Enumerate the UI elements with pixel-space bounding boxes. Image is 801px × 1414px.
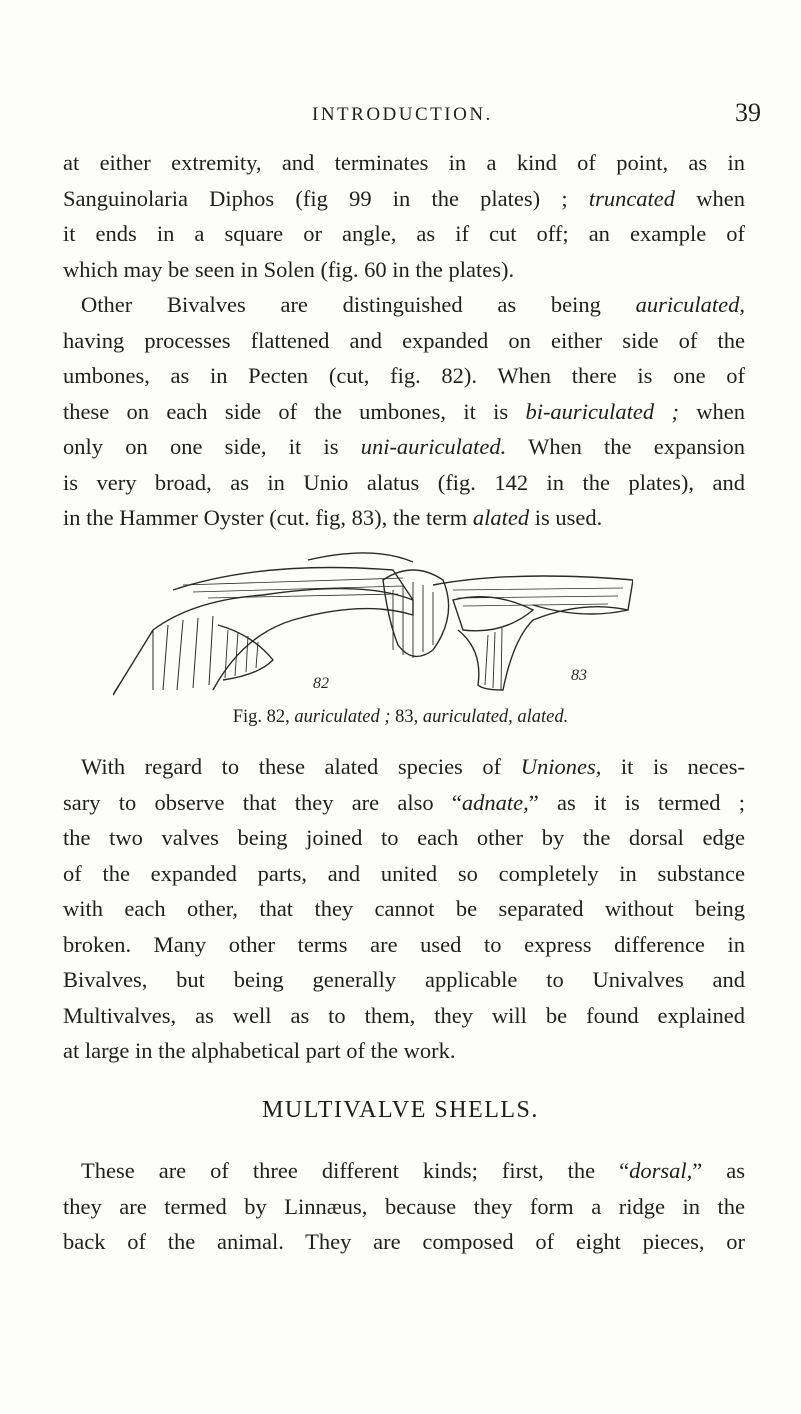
text-line: Bivalves, but being generally applicable to Univalves and xyxy=(63,967,745,992)
section-heading: MULTIVALVE SHELLS. xyxy=(262,1097,539,1123)
text-line: at either extremity, and terminates in a kind of point, as in xyxy=(63,150,745,175)
text-line: they are termed by Linnæus, because they form a ridge in the xyxy=(63,1193,745,1219)
text-line: of the expanded parts, and united so completely in substance xyxy=(63,860,745,886)
text-line: having processes flattened and expanded on either side of the xyxy=(63,327,745,353)
text-line: Multivalves, as well as to them, they will be found explained xyxy=(63,1002,745,1028)
text-line: umbones, as in Pecten (cut, fig. 82). When there is one of xyxy=(63,363,745,388)
text-line: at large in the alphabetical part of the work. xyxy=(63,1038,456,1063)
text-line: Other Bivalves are distinguished as being auriculated, xyxy=(81,292,746,317)
page-number: 39 xyxy=(735,98,761,127)
text-line: only on one side, it is uni-auriculated. When the expansion xyxy=(63,434,745,459)
paragraph-bivalve-terms xyxy=(63,145,745,536)
text-line: which may be seen in Solen (fig. 60 in the plates). xyxy=(63,256,515,282)
text-line: sary to observe that they are also “adnate,” as it is termed ; xyxy=(63,789,745,815)
shell-82-outline xyxy=(113,589,413,695)
text-line: With regard to these alated species of Uniones, it is neces- xyxy=(81,754,746,779)
text-line: with each other, that they cannot be separated without being xyxy=(63,896,745,921)
paragraph-alated-species xyxy=(63,749,745,1069)
text-line: is very broad, as in Unio alatus (fig. 142 in the plates), and xyxy=(63,469,745,495)
text-line: back of the animal. They are composed of eight pieces, or xyxy=(63,1229,745,1254)
figure-label-83: 83 xyxy=(571,667,587,684)
figure-label-82: 82 xyxy=(313,675,329,692)
shell-illustration xyxy=(113,540,633,700)
text-line: in the Hammer Oyster (cut. fig, 83), the term alated is used. xyxy=(63,505,603,530)
text-line: the two valves being joined to each other by the dorsal edge xyxy=(63,825,745,850)
text-line: it ends in a square or angle, as if cut off; an example of xyxy=(63,221,745,246)
text-line: These are of three different kinds; first, the “dorsal,” as xyxy=(81,1158,745,1183)
paragraph-multivalve xyxy=(63,1153,745,1260)
text-line: these on each side of the umbones, it is bi-auriculated ; when xyxy=(63,398,745,424)
figure-caption: Fig. 82, auriculated ; 83, auriculated, alated. xyxy=(232,707,569,727)
text-line: broken. Many other terms are used to express difference in xyxy=(63,931,745,957)
text-line: Sanguinolaria Diphos (fig 99 in the plates) ; truncated when xyxy=(63,185,745,211)
shell-83-outline xyxy=(433,576,633,690)
shell-figure xyxy=(113,540,633,700)
running-head xyxy=(0,94,801,134)
running-title: INTRODUCTION. xyxy=(312,104,493,125)
